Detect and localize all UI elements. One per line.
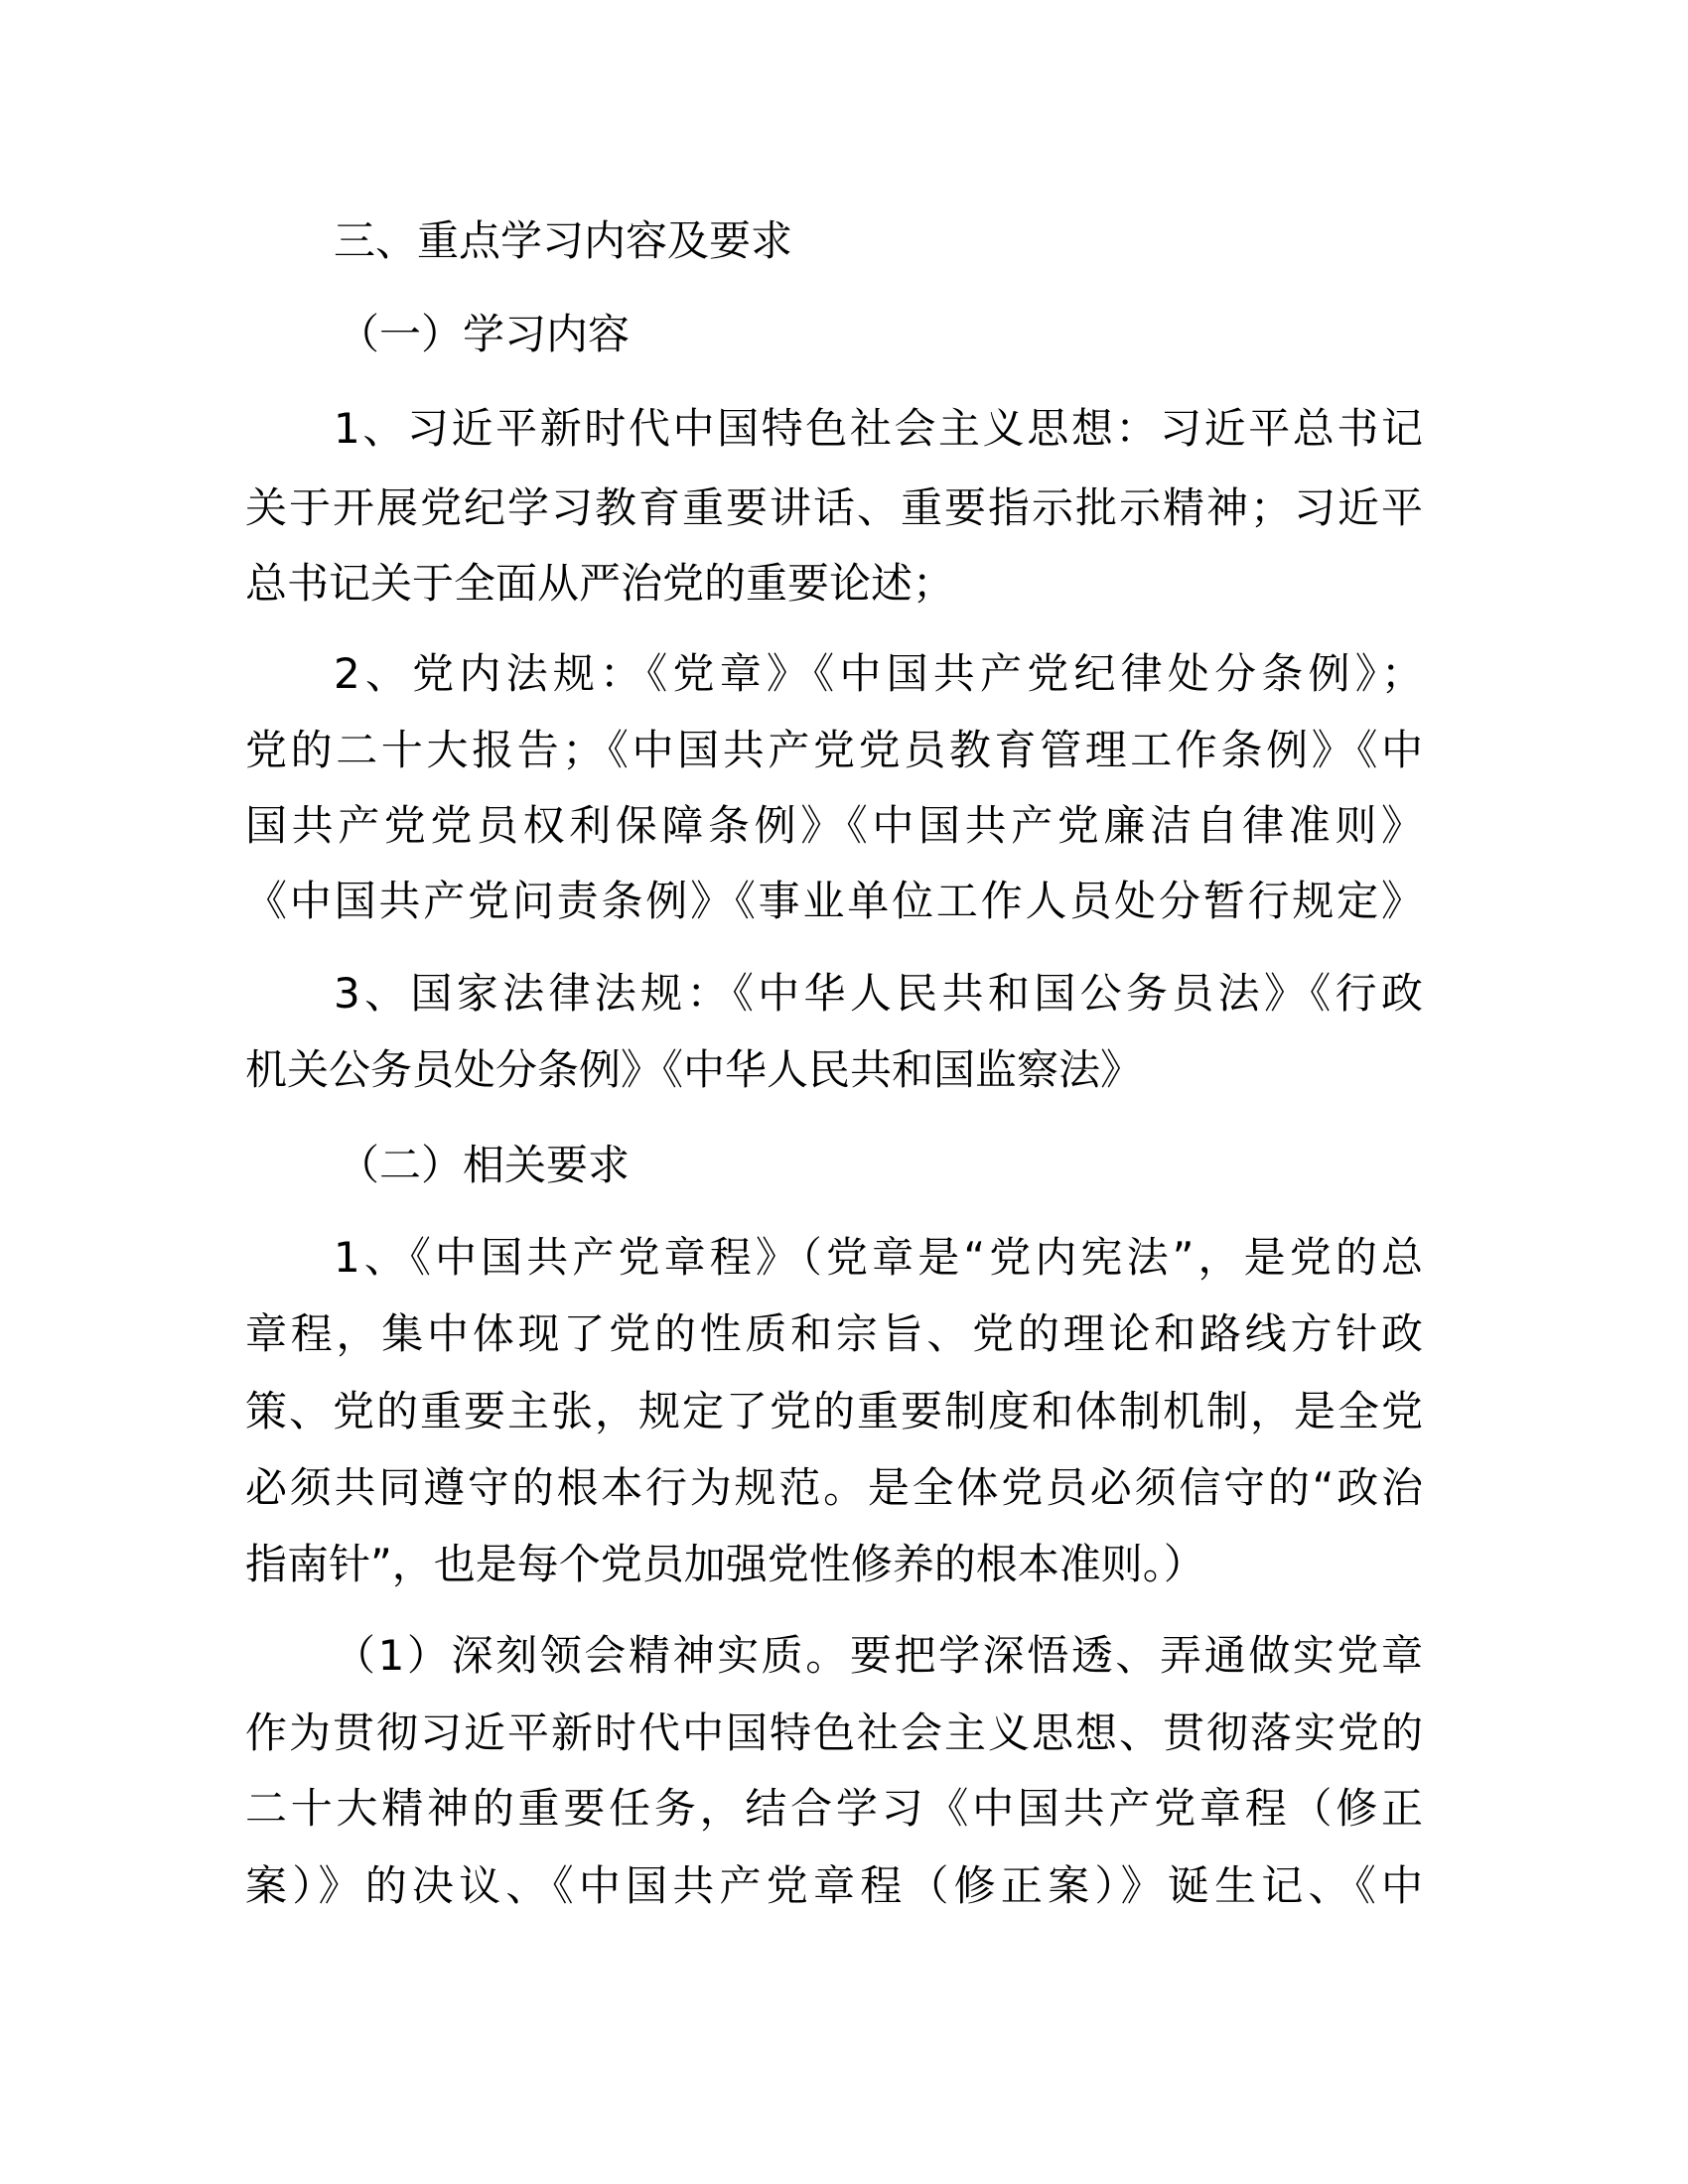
paragraph-line: 1、《中国共产党章程》（党章是“党内宪法”，是党的总 [334,1233,1423,1282]
section-heading: 三、重点学习内容及要求 [334,216,793,265]
paragraph-line: 国共产党党员权利保障条例》《中国共产党廉洁自律准则》 [245,801,1423,850]
paragraph-line: 2、党内法规：《党章》《中国共产党纪律处分条例》； [334,649,1423,698]
paragraph-line: 指南针”，也是每个党员加强党性修养的根本准则。） [245,1540,1205,1588]
paragraph-line: 策、党的重要主张，规定了党的重要制度和体制机制，是全党 [245,1387,1423,1435]
paragraph-line: 《中国共产党问责条例》《事业单位工作人员处分暂行规定》 [245,877,1423,925]
paragraph-line: 3、国家法律法规：《中华人民共和国公务员法》《行政 [334,969,1423,1018]
subsection-heading-requirements: （二）相关要求 [338,1141,631,1189]
paragraph-line: 1、习近平新时代中国特色社会主义思想：习近平总书记 [334,404,1423,453]
paragraph-line: 作为贯彻习近平新时代中国特色社会主义思想、贯彻落实党的 [245,1708,1423,1757]
paragraph-line: 章程，集中体现了党的性质和宗旨、党的理论和路线方针政 [245,1309,1423,1358]
paragraph-line: 总书记关于全面从严治党的重要论述； [245,559,955,608]
paragraph-line: 二十大精神的重要任务，结合学习《中国共产党章程（修正 [245,1784,1423,1833]
subsection-heading-learning-content: （一）学习内容 [338,310,631,358]
paragraph-line: （1）深刻领会精神实质。要把学深悟透、弄通做实党章 [334,1631,1423,1680]
paragraph-line: 关于开展党纪学习教育重要讲话、重要指示批示精神；习近平 [245,483,1423,532]
paragraph-line: 案）》的决议、《中国共产党章程（修正案）》诞生记、《中 [245,1861,1423,1910]
paragraph-line: 党的二十大报告；《中国共产党党员教育管理工作条例》《中 [245,726,1423,774]
paragraph-line: 机关公务员处分条例》《中华人民共和国监察法》 [245,1045,1143,1094]
paragraph-line: 必须共同遵守的根本行为规范。是全体党员必须信守的“政治 [245,1463,1423,1512]
